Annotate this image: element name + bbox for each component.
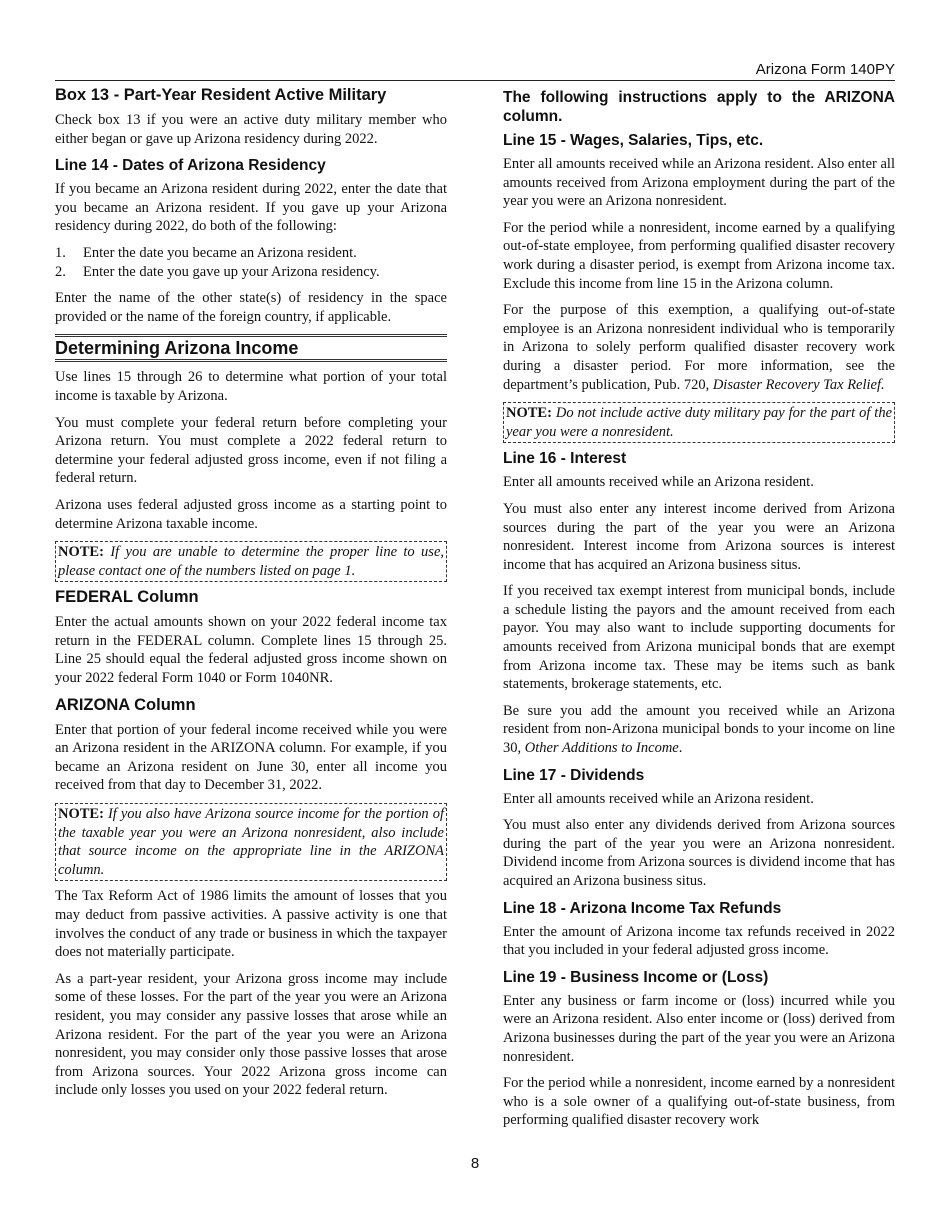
line16-paragraph-3: If you received tax exempt interest from municipal bonds, include a schedule listing the payors and the amount received from each payor. You may also want to include supporting documents for amounts received from Arizona municipal bonds that are exempt from Arizona income tax. These may be items such as bank statements, brokerage statements, etc. — [503, 583, 895, 693]
note-label: NOTE: — [58, 806, 104, 823]
list-item-number: 1. — [55, 244, 66, 261]
determining-paragraph-2: You must complete your federal return before completing your Arizona return. You must complete a 2022 federal return to determine your federal adjusted gross income, even if not filing a federal return. — [55, 414, 447, 487]
list-item — [55, 244, 447, 263]
line14-heading: Line 14 - Dates of Arizona Residency — [55, 157, 326, 175]
federal-column-text: Enter the actual amounts shown on your 2022 federal income tax return in the FEDERAL column. Complete lines 15 through 25. Line 25 should equal the federal adjusted gross income shown on your 2022 federal Form 1040 or Form 1040NR. — [55, 614, 447, 687]
line14-text: If you became an Arizona resident during 2022, enter the date that you became an Arizona resident. If you gave up your Arizona residency during 2022, do both of the following: — [55, 181, 447, 235]
publication-title: Disaster Recovery Tax Relief. — [712, 376, 885, 393]
left-column — [55, 86, 447, 1108]
right-column — [503, 86, 895, 1138]
line16-paragraph-4-text: Be sure you add the amount you received while an Arizona resident from non-Arizona municipal bonds to your income on line 30, — [503, 702, 895, 757]
list-item — [55, 263, 447, 282]
line15-paragraph-2: For the period while a nonresident, income earned by a qualifying out-of-state employee, from performing qualified disaster recovery work during a disaster period, is exempt from Arizona income tax. Exclude this income from line 15 in the Arizona column. — [503, 219, 895, 292]
line15-paragraph-3-text: For the purpose of this exemption, a qualifying out-of-state employee is an Arizona nonresident individual who is temporarily in Arizona to solely perform qualified disaster recovery work during a disaster period. For more information, see the department’s publication, Pub. 720, — [503, 302, 895, 393]
line14-text-2: Enter the name of the other state(s) of residency in the space provided or the name of the foreign country, if applicable. — [55, 290, 447, 325]
line15-paragraph-1: Enter all amounts received while an Arizona resident. Also enter all amounts received from Arizona employment during the part of the year you were an Arizona nonresident. — [503, 156, 895, 210]
line17-paragraph-2: You must also enter any dividends derived from Arizona sources during the part of the year you were an Arizona nonresident. Dividend income from Arizona sources is dividend income that has acquired an Arizona business situs. — [503, 817, 895, 889]
arizona-column-heading: ARIZONA Column — [55, 695, 196, 714]
line19-paragraph-1: Enter any business or farm income or (loss) incurred while you were an Arizona resident. Also enter income or (loss) derived from Arizona businesses during the part of the year you were an Arizona nonresident. — [503, 992, 895, 1065]
instructions-heading: The following instructions apply to the ARIZONA column. — [503, 89, 895, 125]
note-label: NOTE: — [58, 544, 104, 561]
determining-paragraph-3: Arizona uses federal adjusted gross income as a starting point to determine Arizona taxable income. — [55, 496, 447, 532]
box13-text: Check box 13 if you were an active duty military member who either began or gave up Arizona residency during 2022. — [55, 112, 447, 147]
note-label: NOTE: — [506, 405, 552, 422]
note-box — [55, 803, 447, 881]
line30-reference: Other Additions to Income — [524, 740, 679, 757]
federal-column-heading: FEDERAL Column — [55, 588, 199, 607]
line14-list — [55, 244, 447, 281]
box13-heading: Box 13 - Part-Year Resident Active Military — [55, 86, 387, 104]
arizona-column-text: Enter that portion of your federal income received while you were an Arizona resident in the ARIZONA column. For example, if you became an Arizona resident on June 30, enter all income you received from that day to December 31, 2022. — [55, 721, 447, 794]
line17-heading: Line 17 - Dividends — [503, 766, 645, 784]
line19-paragraph-2: For the period while a nonresident, income earned by a nonresident who is a sole owner of a qualifying out-of-state business, from performing qualified disaster recovery work — [503, 1075, 895, 1129]
line16-paragraph-2: You must also enter any interest income derived from Arizona sources during the part of the year you were an Arizona nonresident. Interest income from Arizona sources is interest income that has acquired an Arizona business situs. — [503, 500, 895, 573]
list-item-text: Enter the date you gave up your Arizona residency. — [83, 263, 380, 280]
line16-heading: Line 16 - Interest — [503, 450, 627, 468]
line16-paragraph-4 — [503, 702, 895, 758]
page-number: 8 — [470, 1155, 480, 1172]
tax-reform-paragraph: The Tax Reform Act of 1986 limits the amount of losses that you may deduct from passive activities. A passive activity is one that involves the conduct of any trade or business in which the taxpayer does not materially participate. — [55, 888, 447, 961]
line15-paragraph-3 — [503, 301, 895, 394]
line15-heading: Line 15 - Wages, Salaries, Tips, etc. — [503, 132, 764, 149]
note-box — [503, 402, 895, 443]
line16-paragraph-1: Enter all amounts received while an Arizona resident. — [503, 474, 814, 491]
line16-paragraph-4-end: . — [678, 740, 683, 757]
line18-heading: Line 18 - Arizona Income Tax Refunds — [503, 899, 782, 917]
note-text: If you also have Arizona source income for the portion of the taxable year you were an Arizona nonresident, also include that source income on the appropriate line in the ARIZONA column. — [58, 806, 444, 878]
list-item-text: Enter the date you became an Arizona resident. — [83, 244, 357, 261]
form-title: Arizona Form 140PY — [755, 61, 895, 78]
section-heading: Determining Arizona Income — [55, 334, 447, 362]
line17-paragraph-1: Enter all amounts received while an Arizona resident. — [503, 790, 814, 807]
line18-paragraph-1: Enter the amount of Arizona income tax refunds received in 2022 that you included in your federal adjusted gross income. — [503, 923, 895, 959]
part-year-paragraph: As a part-year resident, your Arizona gross income may include some of these losses. For the part of the year you were an Arizona resident, you may consider any passive losses that arose while an Arizona resident. For the part of the year you were an Arizona nonresident, you may consider only those passive losses that arose from Arizona sources. Your 2022 Arizona gross income can include only losses you used on your 2022 federal return. — [55, 970, 447, 1099]
header-rule — [55, 80, 895, 81]
line19-heading: Line 19 - Business Income or (Loss) — [503, 968, 769, 986]
note-text: If you are unable to determine the proper line to use, please contact one of the numbers listed on page 1. — [58, 544, 445, 579]
determining-paragraph-1: Use lines 15 through 26 to determine what portion of your total income is taxable by Arizona. — [55, 369, 447, 404]
note-box — [55, 541, 447, 582]
list-item-number: 2. — [55, 263, 66, 280]
note-text: Do not include active duty military pay for the part of the year you were a nonresident. — [506, 405, 892, 440]
